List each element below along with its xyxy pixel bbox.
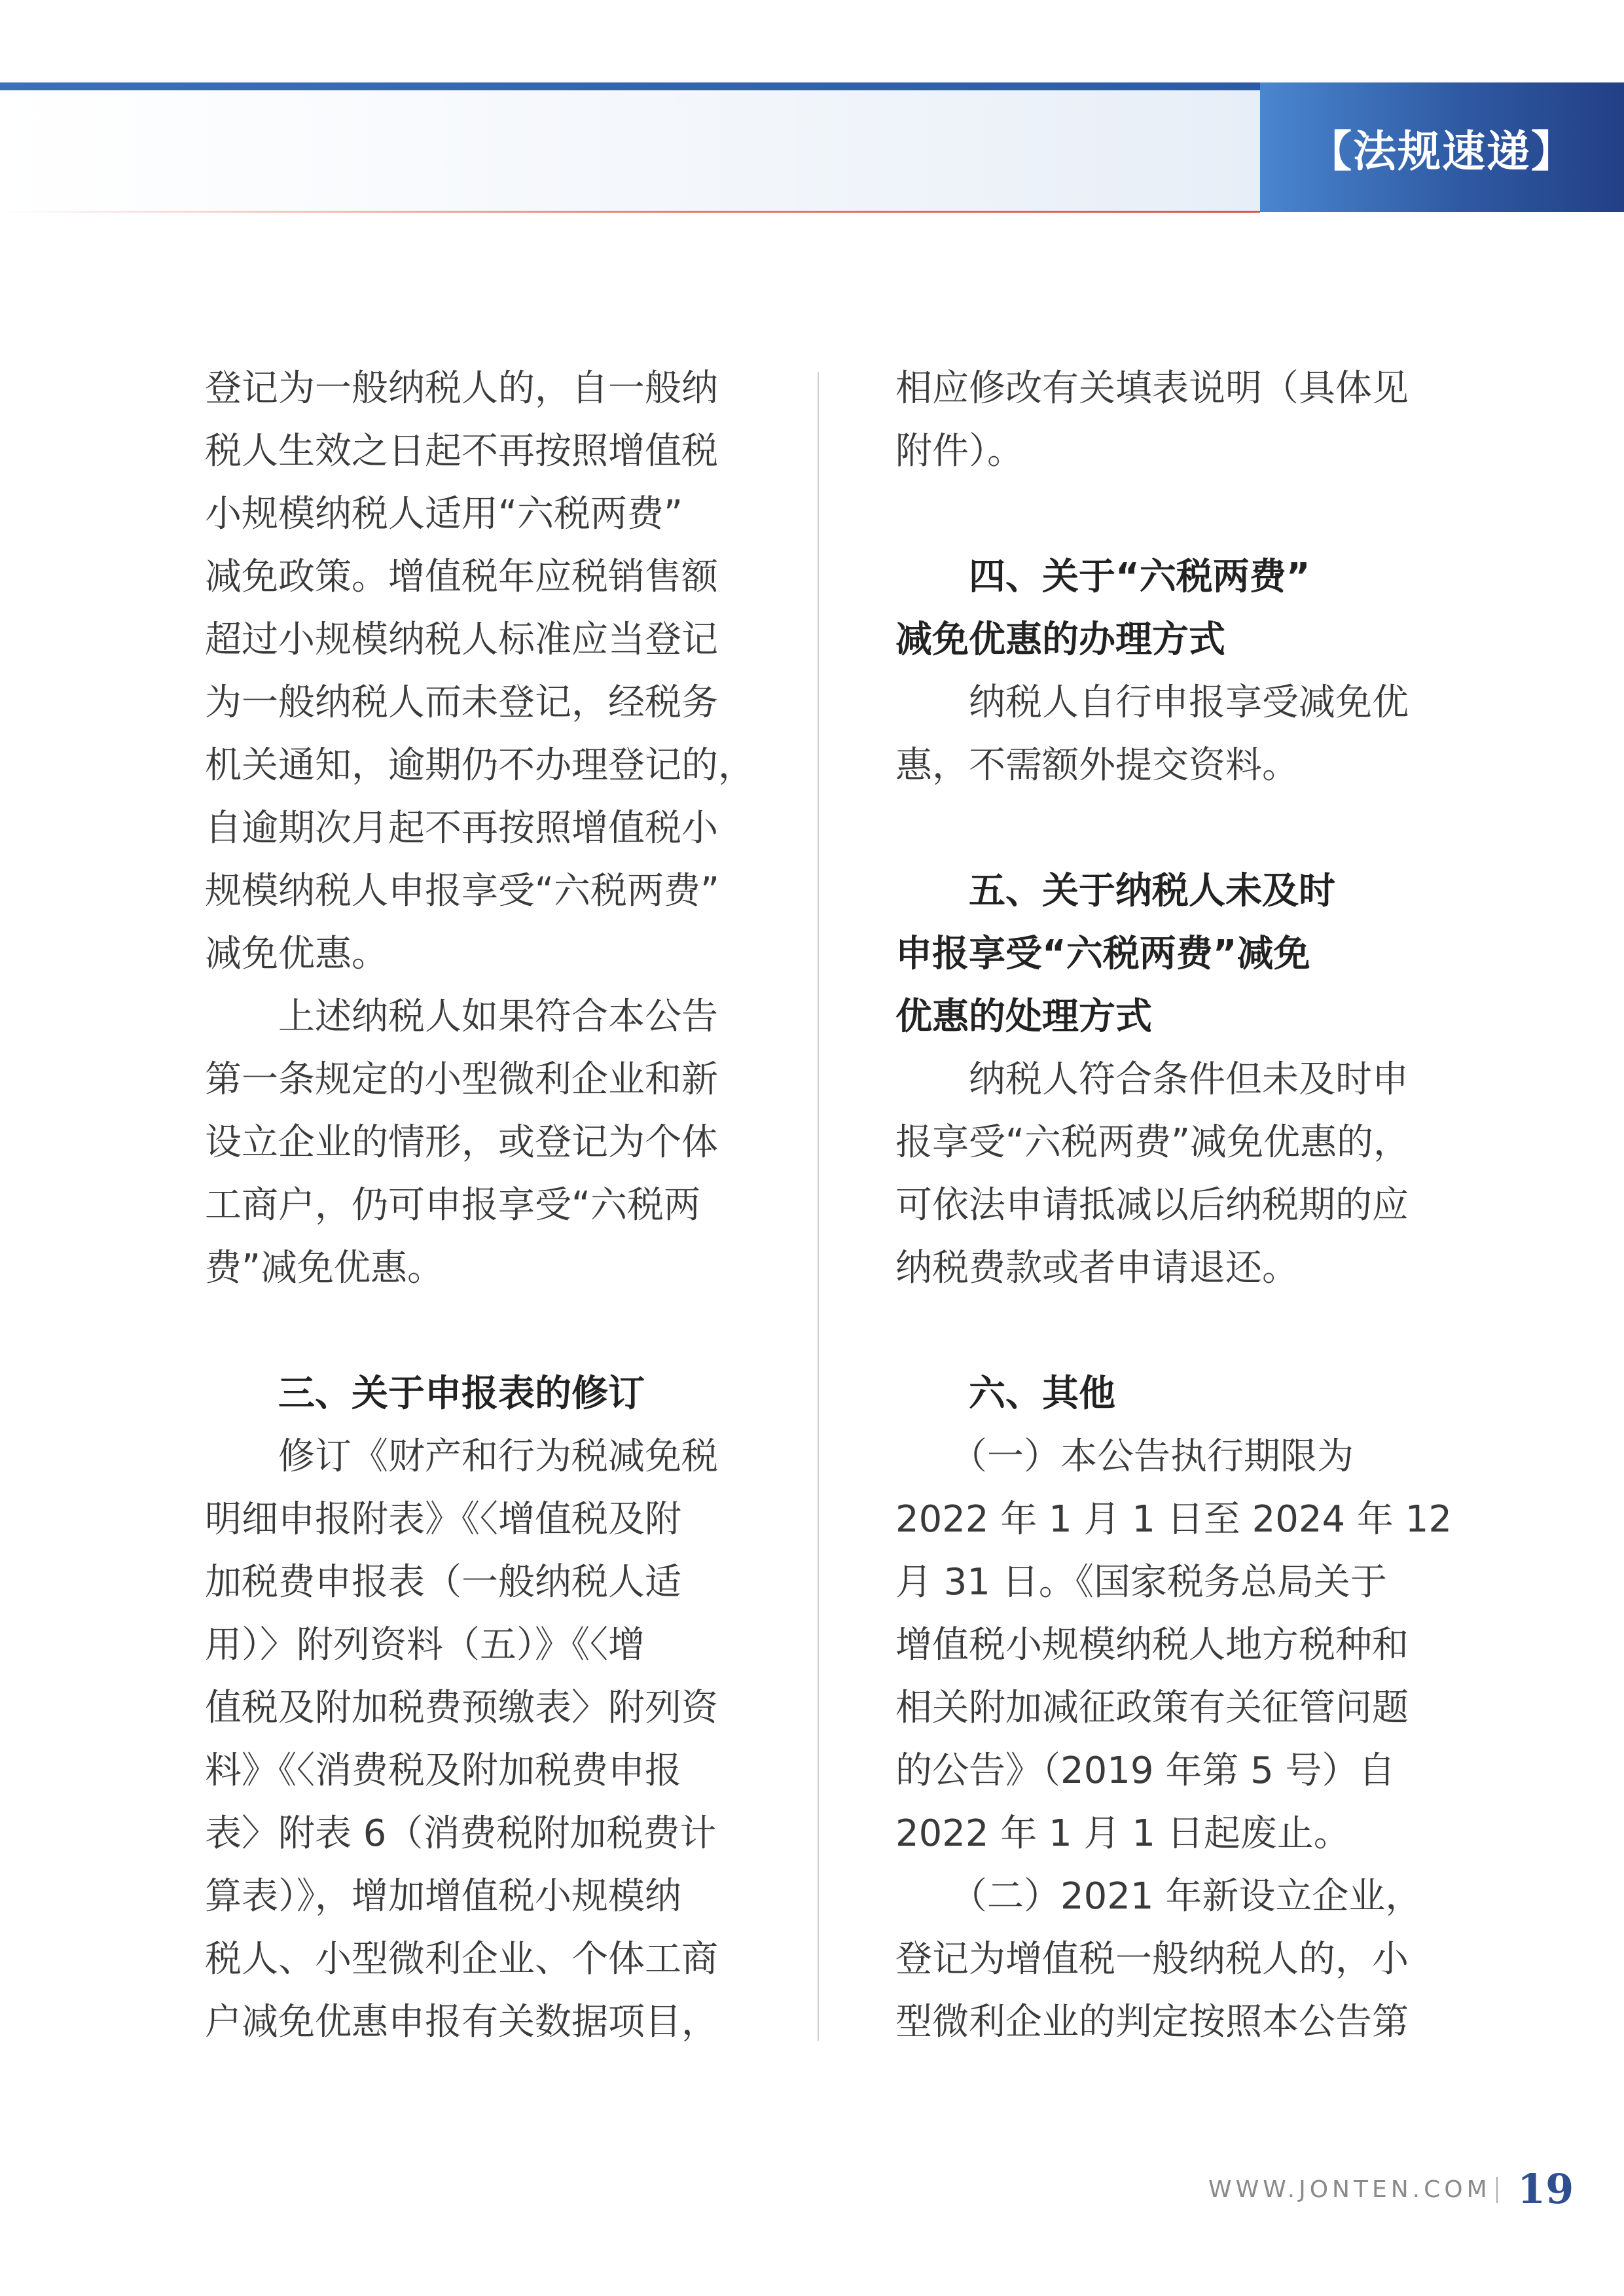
paragraph-gap: [895, 797, 1435, 860]
body-text-line: 算表）》，增加增值税小规模纳: [205, 1875, 681, 1918]
body-text-line: 自逾期次月起不再按照增值税小: [205, 807, 718, 850]
section-heading-line: 五、关于纳税人未及时: [895, 870, 1335, 912]
body-text-line: 规模纳税人申报享受“六税两费”: [205, 870, 720, 912]
body-text-line: 附件）。: [895, 430, 1024, 473]
body-text-line: 超过小规模纳税人标准应当登记: [205, 619, 718, 661]
section-heading-line: 减免优惠的办理方式: [895, 619, 1225, 661]
body-text-line: 2022 年 1 月 1 日至 2024 年 12: [895, 1498, 1452, 1541]
body-text-line: 纳税人符合条件但未及时申: [895, 1058, 1409, 1101]
section-heading-line: 申报享受“六税两费”减免: [895, 933, 1310, 975]
body-text-line: 加税费申报表（一般纳税人适: [205, 1561, 681, 1604]
section-heading-line: 三、关于申报表的修订: [205, 1372, 645, 1415]
body-text-line: 户减免优惠申报有关数据项目，: [205, 2001, 718, 2043]
page-number: 19: [1517, 2165, 1574, 2213]
body-text-line: 的公告》（2019 年第 5 号）自: [895, 1749, 1396, 1792]
body-text-line: 费”减免优惠。: [205, 1247, 444, 1289]
body-text-line: 值税及附加税费预缴表〉附列资: [205, 1687, 718, 1729]
body-text-line: 登记为增值税一般纳税人的，小: [895, 1938, 1409, 1981]
section-heading-line: 优惠的处理方式: [895, 996, 1152, 1038]
body-text-line: 相应修改有关填表说明（具体见: [895, 367, 1409, 410]
body-text-line: 第一条规定的小型微利企业和新: [205, 1058, 718, 1101]
body-text-line: 小规模纳税人适用“六税两费”: [205, 493, 683, 535]
body-text-line: 机关通知，逾期仍不办理登记的，: [205, 744, 755, 787]
body-text-line: 料》《〈消费税及附加税费申报: [205, 1749, 681, 1792]
body-text-line: 型微利企业的判定按照本公告第: [895, 2001, 1409, 2043]
section-tab: [1260, 82, 1624, 212]
body-text-line: 月 31 日。《国家税务总局关于: [895, 1561, 1387, 1604]
body-text-line: 为一般纳税人而未登记，经税务: [205, 681, 718, 724]
footer-separator: [1496, 2177, 1498, 2203]
body-text-line: 减免政策。增值税年应税销售额: [205, 556, 718, 598]
body-text-line: 报享受“六税两费”减免优惠的，: [895, 1121, 1411, 1164]
body-text-line: （二）2021 年新设立企业，: [895, 1875, 1422, 1918]
right-column: [895, 357, 1452, 2054]
body-text-line: 相关附加减征政策有关征管问题: [895, 1687, 1409, 1729]
body-text-line: 修订《财产和行为税减免税: [205, 1435, 718, 1478]
body-text-line: 用）〉附列资料（五）》《〈增: [205, 1624, 645, 1666]
header-top-line: [0, 82, 1260, 90]
left-column: [205, 357, 755, 2054]
body-text-line: 纳税人自行申报享受减免优: [895, 681, 1409, 724]
body-text-line: 纳税费款或者申请退还。: [895, 1247, 1299, 1289]
body-text-line: 明细申报附表》《〈增值税及附: [205, 1498, 681, 1541]
body-text-line: 上述纳税人如果符合本公告: [205, 996, 718, 1038]
body-text-line: 设立企业的情形，或登记为个体: [205, 1121, 718, 1164]
section-label: 【法规速递】: [1308, 125, 1576, 177]
body-text-line: 减免优惠。: [205, 933, 388, 975]
section-heading-line: 六、其他: [895, 1372, 1115, 1415]
paragraph-gap: [895, 1300, 1435, 1363]
body-text-line: 增值税小规模纳税人地方税种和: [895, 1624, 1409, 1666]
section-heading-line: 四、关于“六税两费”: [895, 556, 1310, 598]
body-text-line: 惠，不需额外提交资料。: [895, 744, 1299, 787]
footer-website: WWW.JONTEN.COM: [1208, 2176, 1491, 2203]
paragraph-gap: [895, 483, 1435, 546]
body-text-line: 税人、小型微利企业、个体工商: [205, 1938, 718, 1981]
body-text-line: 登记为一般纳税人的，自一般纳: [205, 367, 718, 410]
body-text-line: 表〉附表 6（消费税附加税费计: [205, 1812, 717, 1855]
body-text-line: 工商户，仍可申报享受“六税两: [205, 1184, 701, 1227]
body-text-line: 可依法申请抵减以后纳税期的应: [895, 1184, 1409, 1227]
header-band: [0, 90, 1260, 212]
paragraph-gap: [205, 1300, 743, 1363]
column-divider: [818, 372, 819, 2041]
header-underline: [0, 211, 1260, 213]
body-text-line: 2022 年 1 月 1 日起废止。: [895, 1812, 1350, 1855]
body-text-line: （一）本公告执行期限为: [895, 1435, 1354, 1478]
body-text-line: 税人生效之日起不再按照增值税: [205, 430, 718, 473]
